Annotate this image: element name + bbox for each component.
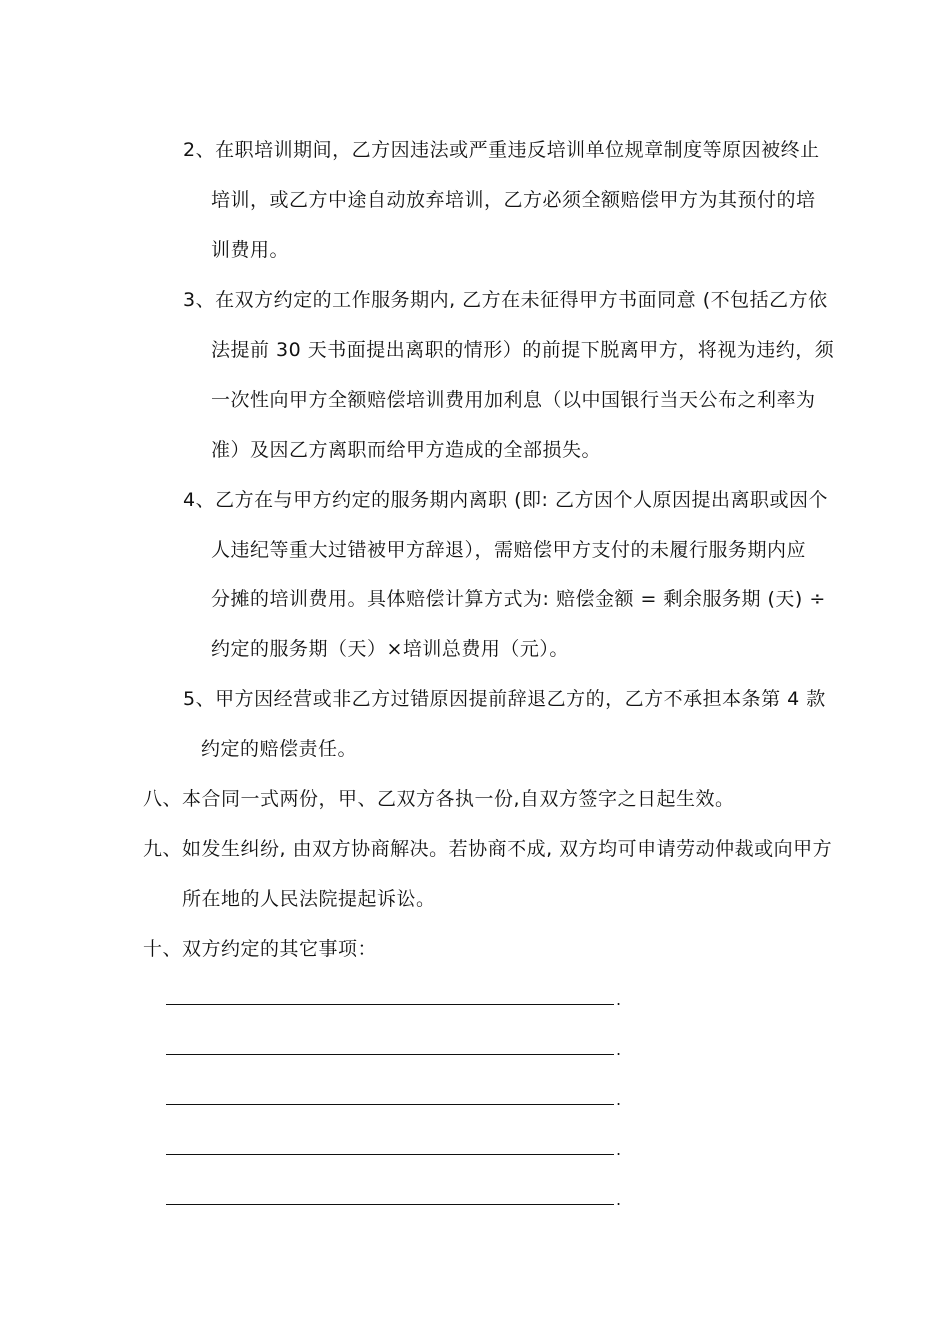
clause-2-line-2: 培训，或乙方中途自动放弃培训，乙方必须全额赔偿甲方为其预付的培 <box>211 189 816 211</box>
clause-5-line-2: 约定的赔偿责任。 <box>201 738 358 760</box>
blank-line-3-dot: . <box>616 1090 622 1109</box>
blank-line-1-dot: . <box>616 990 622 1009</box>
clause-3-line-1: 3、在双方约定的工作服务期内, 乙方在未征得甲方书面同意 (不包括乙方依 <box>183 289 828 311</box>
clause-3-line-4: 准）及因乙方离职而给甲方造成的全部损失。 <box>211 439 602 461</box>
section-8-line-1: 八、本合同一式两份，甲、乙双方各执一份,自双方签字之日起生效。 <box>143 788 735 810</box>
clause-2-line-1: 2、在职培训期间，乙方因违法或严重违反培训单位规章制度等原因被终止 <box>183 139 820 161</box>
clause-4-line-2: 人违纪等重大过错被甲方辞退），需赔偿甲方支付的未履行服务期内应 <box>211 539 807 561</box>
section-9-line-1: 九、如发生纠纷, 由双方协商解决。若协商不成, 双方均可申请劳动仲裁或向甲方 <box>143 838 833 860</box>
blank-line-5-dot: . <box>616 1190 622 1209</box>
clause-3-line-3: 一次性向甲方全额赔偿培训费用加利息（以中国银行当天公布之利率为 <box>211 389 816 411</box>
clause-4-line-1: 4、乙方在与甲方约定的服务期内离职 (即: 乙方因个人原因提出离职或因个 <box>183 489 828 511</box>
clause-3-line-2: 法提前 30 天书面提出离职的情形）的前提下脱离甲方，将视为违约，须 <box>211 339 835 361</box>
clause-2-line-3: 训费用。 <box>211 239 290 261</box>
blank-line-1 <box>166 1004 614 1005</box>
blank-line-4 <box>166 1154 614 1155</box>
blank-line-4-dot: . <box>616 1140 622 1159</box>
blank-line-2-dot: . <box>616 1040 622 1059</box>
clause-4-line-3: 分摊的培训费用。具体赔偿计算方式为: 赔偿金额 = 剩余服务期 (天) ÷ <box>211 588 826 610</box>
clause-4-line-4: 约定的服务期（天）×培训总费用（元）。 <box>211 638 569 660</box>
blank-line-2 <box>166 1054 614 1055</box>
clause-5-line-1: 5、甲方因经营或非乙方过错原因提前辞退乙方的，乙方不承担本条第 4 款 <box>183 688 826 710</box>
section-9-line-2: 所在地的人民法院提起诉讼。 <box>182 888 436 910</box>
blank-line-5 <box>166 1204 614 1205</box>
blank-line-3 <box>166 1104 614 1105</box>
section-10-line-1: 十、双方约定的其它事项： <box>143 938 378 960</box>
